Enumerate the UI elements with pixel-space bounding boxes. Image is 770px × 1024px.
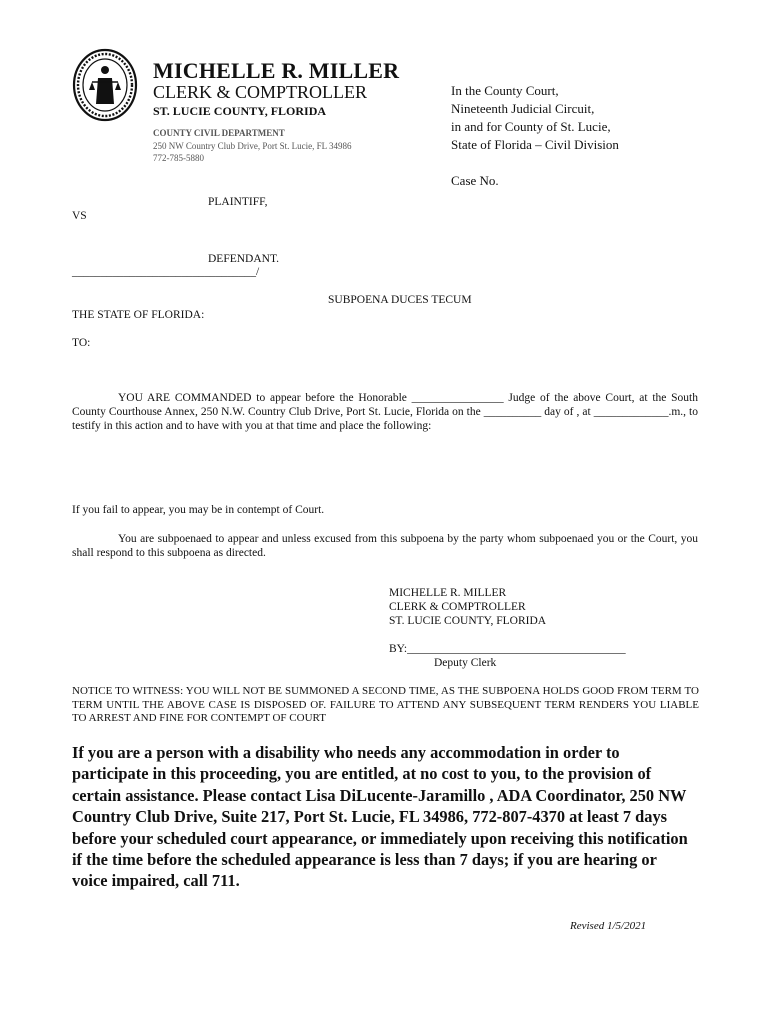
signature-name: MICHELLE R. MILLER <box>389 587 507 599</box>
signature-county: ST. LUCIE COUNTY, FLORIDA <box>389 615 547 627</box>
notice-to-witness: NOTICE TO WITNESS: YOU WILL NOT BE SUMMONED A SECOND TIME, AS THE SUBPOENA HOLDS GOOD FROM TERM TO TERM UNTIL THE ABOVE CASE IS DISPOSED OF. FAILURE TO ATTEND ANY SUBSEQUENT TERM RENDERS YOU LIABLE TO ARREST AND FINE FOR CONTEMPT OF COURT <box>72 685 699 724</box>
court-line-4: State of Florida – Civil Division <box>451 137 619 152</box>
deputy-clerk-label: Deputy Clerk <box>434 657 497 669</box>
plaintiff-label: PLAINTIFF, <box>208 196 268 208</box>
to-label: TO: <box>72 337 91 349</box>
court-line-1: In the County Court, <box>451 83 559 98</box>
case-number-label: Case No. <box>451 173 499 188</box>
defendant-label: DEFENDANT. <box>208 253 280 265</box>
command-paragraph: YOU ARE COMMANDED to appear before the Honorable ________________ Judge of the above Court, at the South County Courthouse Annex, 250 N.W. Country Club Drive, Port St. Lucie, Florida on the __________ day of , at _____________.m., to testify in this action and to have with you at that time and place the following: <box>72 392 698 432</box>
time-blank[interactable]: _____________ <box>593 406 669 418</box>
clerk-title-heading: CLERK & COMPTROLLER <box>153 82 368 102</box>
caption-separator: ________________________________/ <box>72 266 260 278</box>
clerk-name-heading: MICHELLE R. MILLER <box>153 58 400 83</box>
signature-title: CLERK & COMPTROLLER <box>389 601 526 613</box>
response-paragraph: You are subpoenaed to appear and unless excused from this subpoena by the party whom subpoenaed you or the Court, you shall respond to this subpoena as directed. <box>72 533 698 559</box>
signature-line[interactable]: BY:______________________________________ <box>389 643 626 655</box>
court-line-3: in and for County of St. Lucie, <box>451 119 611 134</box>
versus-label: VS <box>72 210 87 222</box>
judge-name-blank[interactable]: ________________ <box>411 392 504 404</box>
clerk-county-heading: ST. LUCIE COUNTY, FLORIDA <box>153 104 327 118</box>
state-of-florida-label: THE STATE OF FLORIDA: <box>72 309 205 321</box>
department-label: COUNTY CIVIL DEPARTMENT <box>153 128 285 138</box>
ada-accommodation-notice: If you are a person with a disability who needs any accommodation in order to participate in this proceeding, you are entitled, at no cost to you, to the provision of certain assistance. Please contact Lisa DiLucente-Jaramillo , ADA Coordinator, 250 NW Country Club Drive, Suite 217, Port St. Lucie, FL 34986, 772-807-4370 at least 7 days before your scheduled court appearance, or immediately upon receiving this notification if the time before the scheduled appearance is less than 7 days; if you are hearing or voice impaired, call 711. <box>72 743 688 891</box>
year-blank[interactable]: , <box>576 406 580 418</box>
clerk-comptroller-seal-icon <box>72 48 138 122</box>
department-address: 250 NW Country Club Drive, Port St. Lucie, FL 34986 <box>153 141 352 151</box>
contempt-warning: If you fail to appear, you may be in contempt of Court. <box>72 504 325 516</box>
document-title: SUBPOENA DUCES TECUM <box>328 294 472 306</box>
department-phone: 772-785-5880 <box>153 153 204 163</box>
day-blank[interactable]: __________ <box>483 406 542 418</box>
revision-date: Revised 1/5/2021 <box>570 920 647 932</box>
court-line-2: Nineteenth Judicial Circuit, <box>451 101 595 116</box>
